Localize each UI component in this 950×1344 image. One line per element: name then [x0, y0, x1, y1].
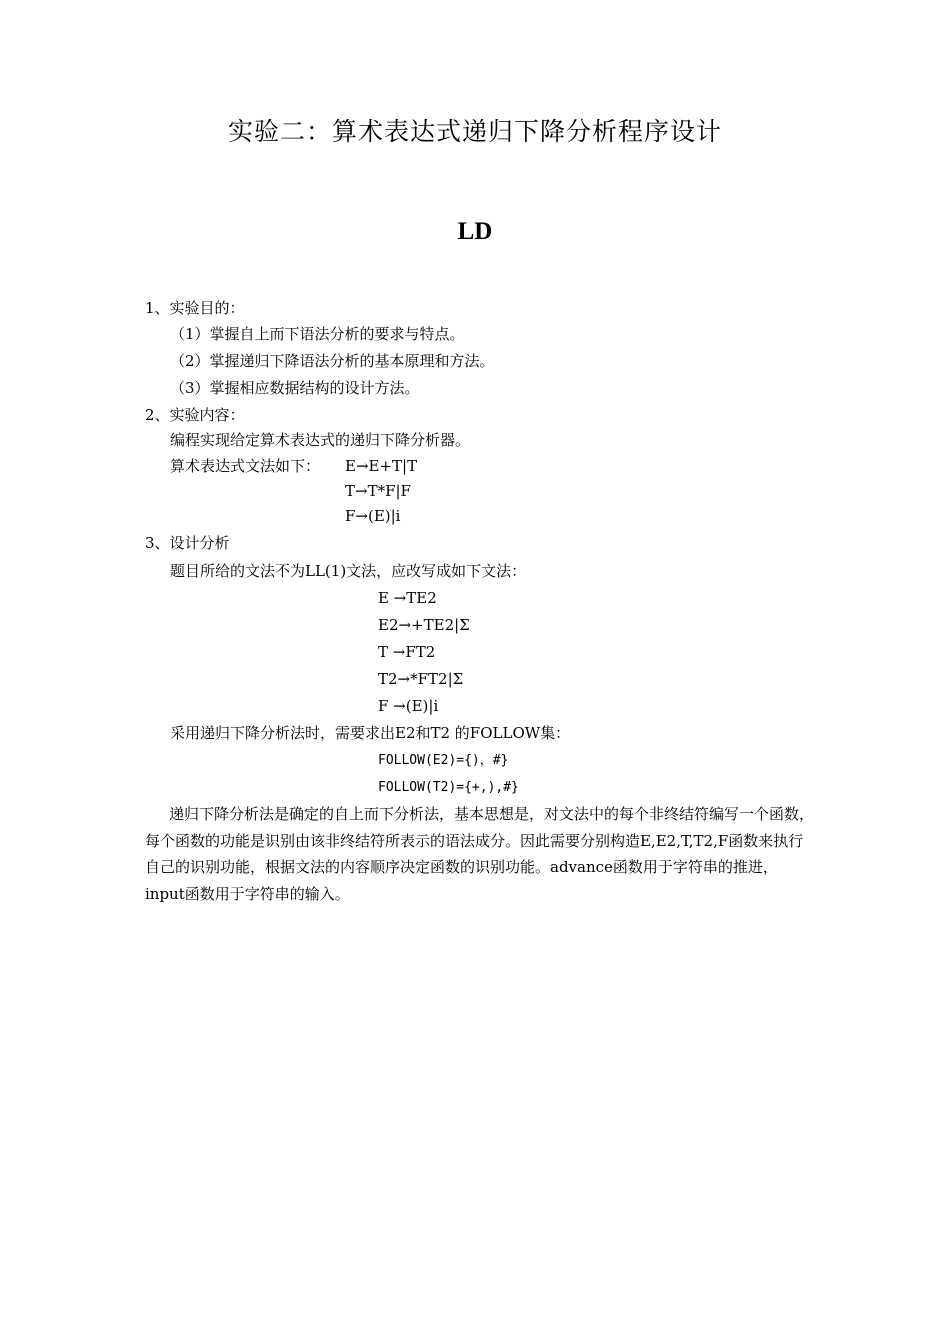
document-title: 实验二：算术表达式递归下降分析程序设计 [227, 117, 722, 146]
section-3-paragraph-text: 递归下降分析法是确定的自上而下分析法，基本思想是，对文法中的每个非终结符编写一个函数，每个函数的功能是识别由该非终结符所表示的语法成分。因此需要分别构造E,E2,T,T2,F函数来执行自己的识别功能，根据文法的内容顺序决定函数的识别功能。advance函数用于字符串的推进，input函数用于字符串的输入。 [145, 805, 815, 903]
section-3-rule-4: T2→*FT2|Σ [378, 670, 464, 688]
section-3-heading: 3、设计分析 [145, 534, 230, 552]
section-2-line-1: 编程实现给定算术表达式的递归下降分析器。 [170, 431, 471, 449]
section-3-paragraph [145, 801, 815, 907]
section-3-rule-5: F →(E)|i [378, 697, 439, 715]
section-2-heading: 2、实验内容： [145, 406, 245, 424]
section-3-rule-2: E2→+TE2|Σ [378, 616, 470, 634]
section-1-item-3: （3）掌握相应数据结构的设计方法。 [170, 379, 420, 397]
document-author: LD [457, 218, 493, 245]
section-2-rule-2: T→T*F|F [345, 482, 411, 500]
section-3-line-2: 采用递归下降分析法时，需要求出E2和T2 的FOLLOW集： [170, 724, 571, 742]
section-3-follow-e2: FOLLOW(E2)={)，#} [378, 753, 509, 768]
section-3-rule-3: T →FT2 [378, 643, 436, 661]
section-2-grammar-label: 算术表达式文法如下： [170, 457, 321, 475]
section-1-heading: 1、实验目的： [145, 299, 245, 317]
section-1-item-1: （1）掌握自上而下语法分析的要求与特点。 [170, 325, 465, 343]
section-3-follow-t2: FOLLOW(T2)={+,),#} [378, 780, 519, 795]
section-2-rule-3: F→(E)|i [345, 507, 401, 525]
section-3-line-1: 题目所给的文法不为LL(1)文法，应改写成如下文法： [170, 562, 527, 580]
section-3-rule-1: E →TE2 [378, 589, 437, 607]
section-2-rule-1: E→E+T|T [345, 457, 418, 475]
section-1-item-2: （2）掌握递归下降语法分析的基本原理和方法。 [170, 352, 495, 370]
